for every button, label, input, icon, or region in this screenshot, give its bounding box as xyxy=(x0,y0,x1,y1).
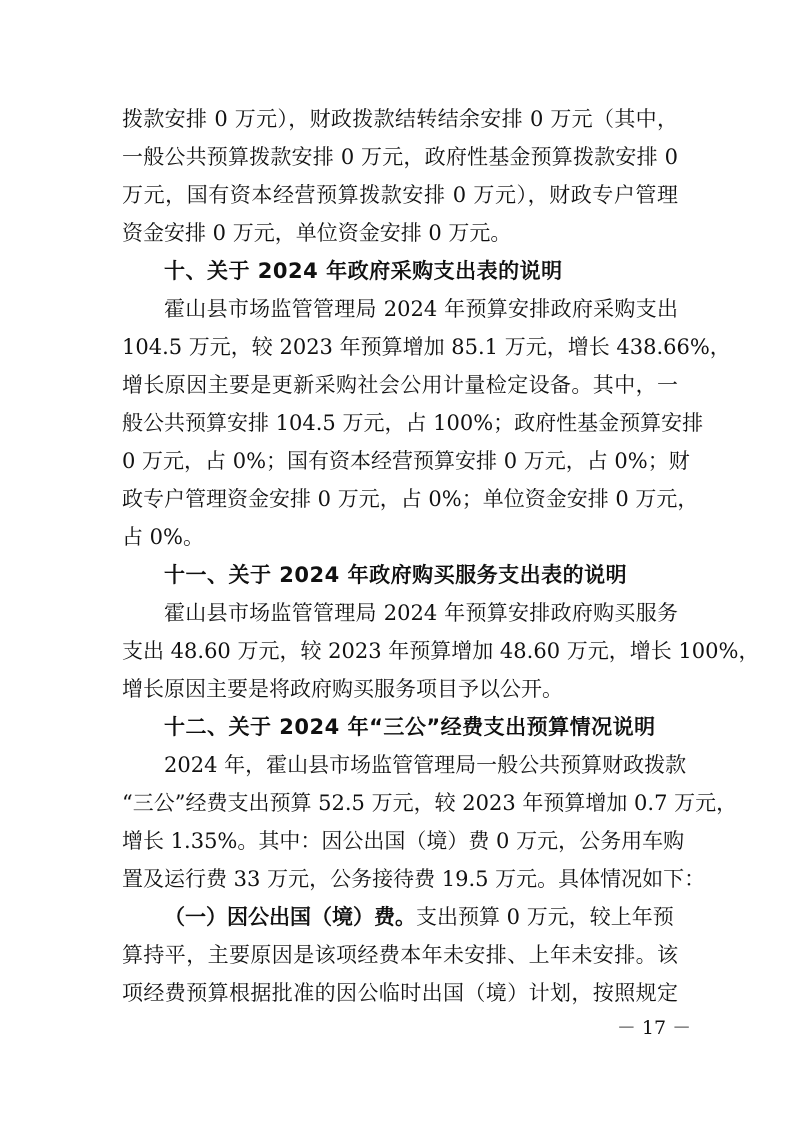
body-line: 霍山县市场监管管理局 2024 年预算安排政府购买服务 xyxy=(164,601,678,625)
body-line: 政专户管理资金安排 0 万元，占 0%；单位资金安排 0 万元， xyxy=(122,487,699,511)
body-line: 增长原因主要是更新采购社会公用计量检定设备。其中，一 xyxy=(122,373,678,397)
body-line: 104.5 万元，较 2023 年预算增加 85.1 万元，增长 438.66%， xyxy=(122,335,731,359)
body-line: 2024 年，霍山县市场监管管理局一般公共预算财政拨款 xyxy=(164,753,687,777)
section-heading-12: 十二、关于 2024 年“三公”经费支出预算情况说明 xyxy=(164,715,656,739)
section-heading-11: 十一、关于 2024 年政府购买服务支出表的说明 xyxy=(164,563,628,587)
body-line: 一般公共预算拨款安排 0 万元，政府性基金预算拨款安排 0 xyxy=(122,145,678,169)
body-line: “三公”经费支出预算 52.5 万元，较 2023 年预算增加 0.7 万元， xyxy=(122,791,738,815)
body-line: 0 万元，占 0%；国有资本经营预算安排 0 万元，占 0%；财 xyxy=(122,449,690,473)
body-line: 霍山县市场监管管理局 2024 年预算安排政府采购支出 xyxy=(164,297,678,321)
body-line: 般公共预算安排 104.5 万元，占 100%；政府性基金预算安排 xyxy=(122,411,704,435)
body-line: 资金安排 0 万元，单位资金安排 0 万元。 xyxy=(122,221,512,245)
body-line: 拨款安排 0 万元），财政拨款结转结余安排 0 万元（其中， xyxy=(122,107,678,131)
body-text: 支出预算 0 万元，较上年预 xyxy=(416,905,674,929)
subsection-heading: （一）因公出国（境）费。 xyxy=(164,905,416,929)
page-number: － 17 － xyxy=(616,1017,692,1039)
body-line: 占 0%。 xyxy=(122,525,204,549)
subsection-paragraph xyxy=(164,903,678,931)
body-line: 增长原因主要是将政府购买服务项目予以公开。 xyxy=(122,677,563,701)
body-line: 万元，国有资本经营预算拨款安排 0 万元），财政专户管理 xyxy=(122,183,678,207)
body-line: 置及运行费 33 万元，公务接待费 19.5 万元。具体情况如下： xyxy=(122,867,706,891)
body-line: 项经费预算根据批准的因公临时出国（境）计划，按照规定 xyxy=(122,981,678,1005)
body-line: 支出 48.60 万元，较 2023 年预算增加 48.60 万元，增长 100%， xyxy=(122,639,760,663)
body-line: 算持平，主要原因是该项经费本年未安排、上年未安排。该 xyxy=(122,943,678,967)
section-heading-10: 十、关于 2024 年政府采购支出表的说明 xyxy=(164,259,563,283)
body-line: 增长 1.35%。其中：因公出国（境）费 0 万元，公务用车购 xyxy=(122,829,685,853)
